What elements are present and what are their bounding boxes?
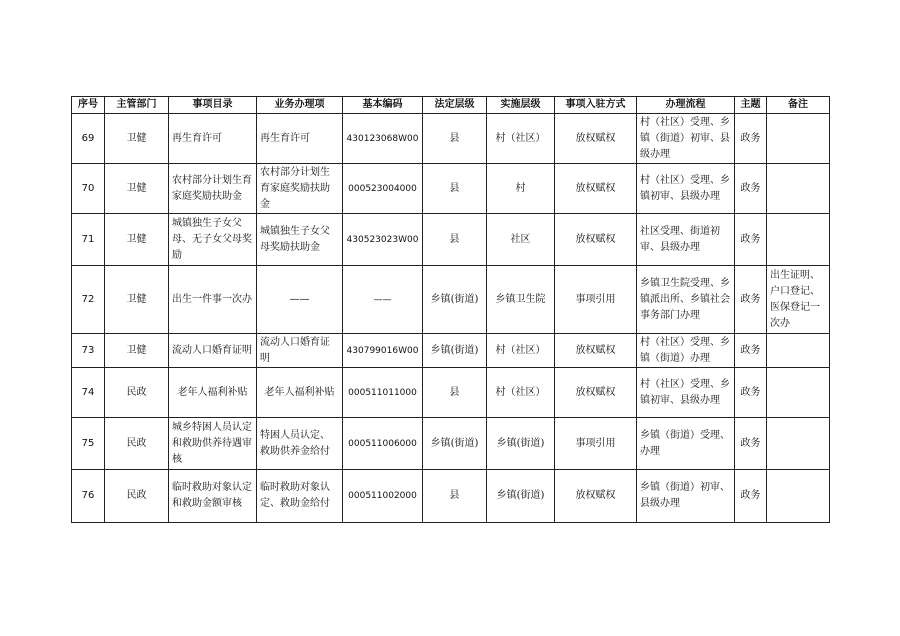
header-impl-level: 实施层级 — [487, 97, 555, 114]
cell-mode: 放权赋权 — [555, 470, 637, 523]
cell-legal-level: 县 — [423, 214, 487, 266]
cell-remark: 出生证明、户口登记、医保登记一次办 — [767, 266, 830, 334]
cell-mode: 放权赋权 — [555, 334, 637, 368]
header-theme: 主题 — [735, 97, 767, 114]
cell-legal-level: 乡镇(街道) — [423, 334, 487, 368]
header-business: 业务办理项 — [257, 97, 343, 114]
cell-theme: 政务 — [735, 114, 767, 164]
cell-flow: 村（社区）受理、乡镇（街道）初审、县级办理 — [637, 114, 735, 164]
table-row — [72, 368, 830, 418]
cell-dept: 卫健 — [105, 266, 169, 334]
cell-no: 74 — [72, 368, 105, 418]
cell-no: 76 — [72, 470, 105, 523]
cell-remark — [767, 164, 830, 214]
table-header-row — [72, 97, 830, 114]
cell-item: 出生一件事一次办 — [169, 266, 257, 334]
cell-code: 000511011000 — [343, 368, 423, 418]
header-code: 基本编码 — [343, 97, 423, 114]
cell-impl-level: 村（社区） — [487, 334, 555, 368]
cell-impl-level: 乡镇(街道) — [487, 418, 555, 470]
cell-no: 73 — [72, 334, 105, 368]
header-legal-level: 法定层级 — [423, 97, 487, 114]
cell-theme: 政务 — [735, 214, 767, 266]
cell-legal-level: 县 — [423, 470, 487, 523]
header-flow: 办理流程 — [637, 97, 735, 114]
cell-dept: 民政 — [105, 470, 169, 523]
cell-flow: 村（社区）受理、乡镇初审、县级办理 — [637, 368, 735, 418]
cell-code: 430123068W00 — [343, 114, 423, 164]
header-mode: 事项入驻方式 — [555, 97, 637, 114]
header-dept: 主管部门 — [105, 97, 169, 114]
cell-theme: 政务 — [735, 418, 767, 470]
cell-legal-level: 乡镇(街道) — [423, 418, 487, 470]
cell-flow: 社区受理、街道初审、县级办理 — [637, 214, 735, 266]
cell-code: 000523004000 — [343, 164, 423, 214]
cell-item: 再生育许可 — [169, 114, 257, 164]
matters-table — [71, 96, 830, 523]
cell-dept: 民政 — [105, 418, 169, 470]
cell-business: 流动人口婚育证明 — [257, 334, 343, 368]
cell-impl-level: 社区 — [487, 214, 555, 266]
cell-item: 城镇独生子女父母、无子女父母奖励 — [169, 214, 257, 266]
cell-remark — [767, 368, 830, 418]
cell-business: 特困人员认定、救助供养金给付 — [257, 418, 343, 470]
cell-code: 000511002000 — [343, 470, 423, 523]
cell-mode: 事项引用 — [555, 418, 637, 470]
cell-theme: 政务 — [735, 164, 767, 214]
cell-no: 72 — [72, 266, 105, 334]
cell-impl-level: 乡镇(街道) — [487, 470, 555, 523]
cell-impl-level: 村（社区） — [487, 114, 555, 164]
cell-item: 流动人口婚育证明 — [169, 334, 257, 368]
cell-dept: 卫健 — [105, 114, 169, 164]
cell-business: —— — [257, 266, 343, 334]
cell-item: 临时救助对象认定和救助金额审核 — [169, 470, 257, 523]
cell-dept: 卫健 — [105, 214, 169, 266]
cell-item: 农村部分计划生育家庭奖励扶助金 — [169, 164, 257, 214]
cell-dept: 卫健 — [105, 164, 169, 214]
cell-legal-level: 乡镇(街道) — [423, 266, 487, 334]
header-no: 序号 — [72, 97, 105, 114]
cell-code: 430523023W00 — [343, 214, 423, 266]
cell-theme: 政务 — [735, 368, 767, 418]
cell-flow: 乡镇（街道）受理、办理 — [637, 418, 735, 470]
cell-remark — [767, 418, 830, 470]
cell-business: 老年人福利补贴 — [257, 368, 343, 418]
cell-code: —— — [343, 266, 423, 334]
matters-table-sheet — [71, 96, 830, 523]
cell-item: 城乡特困人员认定和救助供养待遇审核 — [169, 418, 257, 470]
cell-no: 69 — [72, 114, 105, 164]
cell-flow: 乡镇卫生院受理、乡镇派出所、乡镇社会事务部门办理 — [637, 266, 735, 334]
cell-remark — [767, 214, 830, 266]
table-row — [72, 418, 830, 470]
cell-theme: 政务 — [735, 266, 767, 334]
cell-code: 430799016W00 — [343, 334, 423, 368]
cell-mode: 放权赋权 — [555, 164, 637, 214]
cell-mode: 事项引用 — [555, 266, 637, 334]
cell-item: 老年人福利补贴 — [169, 368, 257, 418]
cell-mode: 放权赋权 — [555, 214, 637, 266]
cell-remark — [767, 470, 830, 523]
header-remark: 备注 — [767, 97, 830, 114]
cell-no: 71 — [72, 214, 105, 266]
cell-impl-level: 乡镇卫生院 — [487, 266, 555, 334]
cell-no: 70 — [72, 164, 105, 214]
cell-business: 城镇独生子女父母奖励扶助金 — [257, 214, 343, 266]
cell-business: 农村部分计划生育家庭奖励扶助金 — [257, 164, 343, 214]
cell-flow: 村（社区）受理、乡镇（街道）办理 — [637, 334, 735, 368]
cell-code: 000511006000 — [343, 418, 423, 470]
cell-impl-level: 村（社区） — [487, 368, 555, 418]
header-item: 事项目录 — [169, 97, 257, 114]
cell-remark — [767, 334, 830, 368]
table-row — [72, 214, 830, 266]
cell-business: 临时救助对象认定、救助金给付 — [257, 470, 343, 523]
cell-theme: 政务 — [735, 470, 767, 523]
cell-legal-level: 县 — [423, 164, 487, 214]
table-row — [72, 266, 830, 334]
cell-theme: 政务 — [735, 334, 767, 368]
table-row — [72, 470, 830, 523]
table-row — [72, 114, 830, 164]
cell-remark — [767, 114, 830, 164]
cell-no: 75 — [72, 418, 105, 470]
cell-business: 再生育许可 — [257, 114, 343, 164]
cell-mode: 放权赋权 — [555, 114, 637, 164]
cell-legal-level: 县 — [423, 368, 487, 418]
cell-impl-level: 村 — [487, 164, 555, 214]
cell-flow: 乡镇（街道）初审、县级办理 — [637, 470, 735, 523]
table-row — [72, 334, 830, 368]
cell-flow: 村（社区）受理、乡镇初审、县级办理 — [637, 164, 735, 214]
cell-dept: 民政 — [105, 368, 169, 418]
cell-legal-level: 县 — [423, 114, 487, 164]
table-row — [72, 164, 830, 214]
cell-dept: 卫健 — [105, 334, 169, 368]
cell-mode: 放权赋权 — [555, 368, 637, 418]
